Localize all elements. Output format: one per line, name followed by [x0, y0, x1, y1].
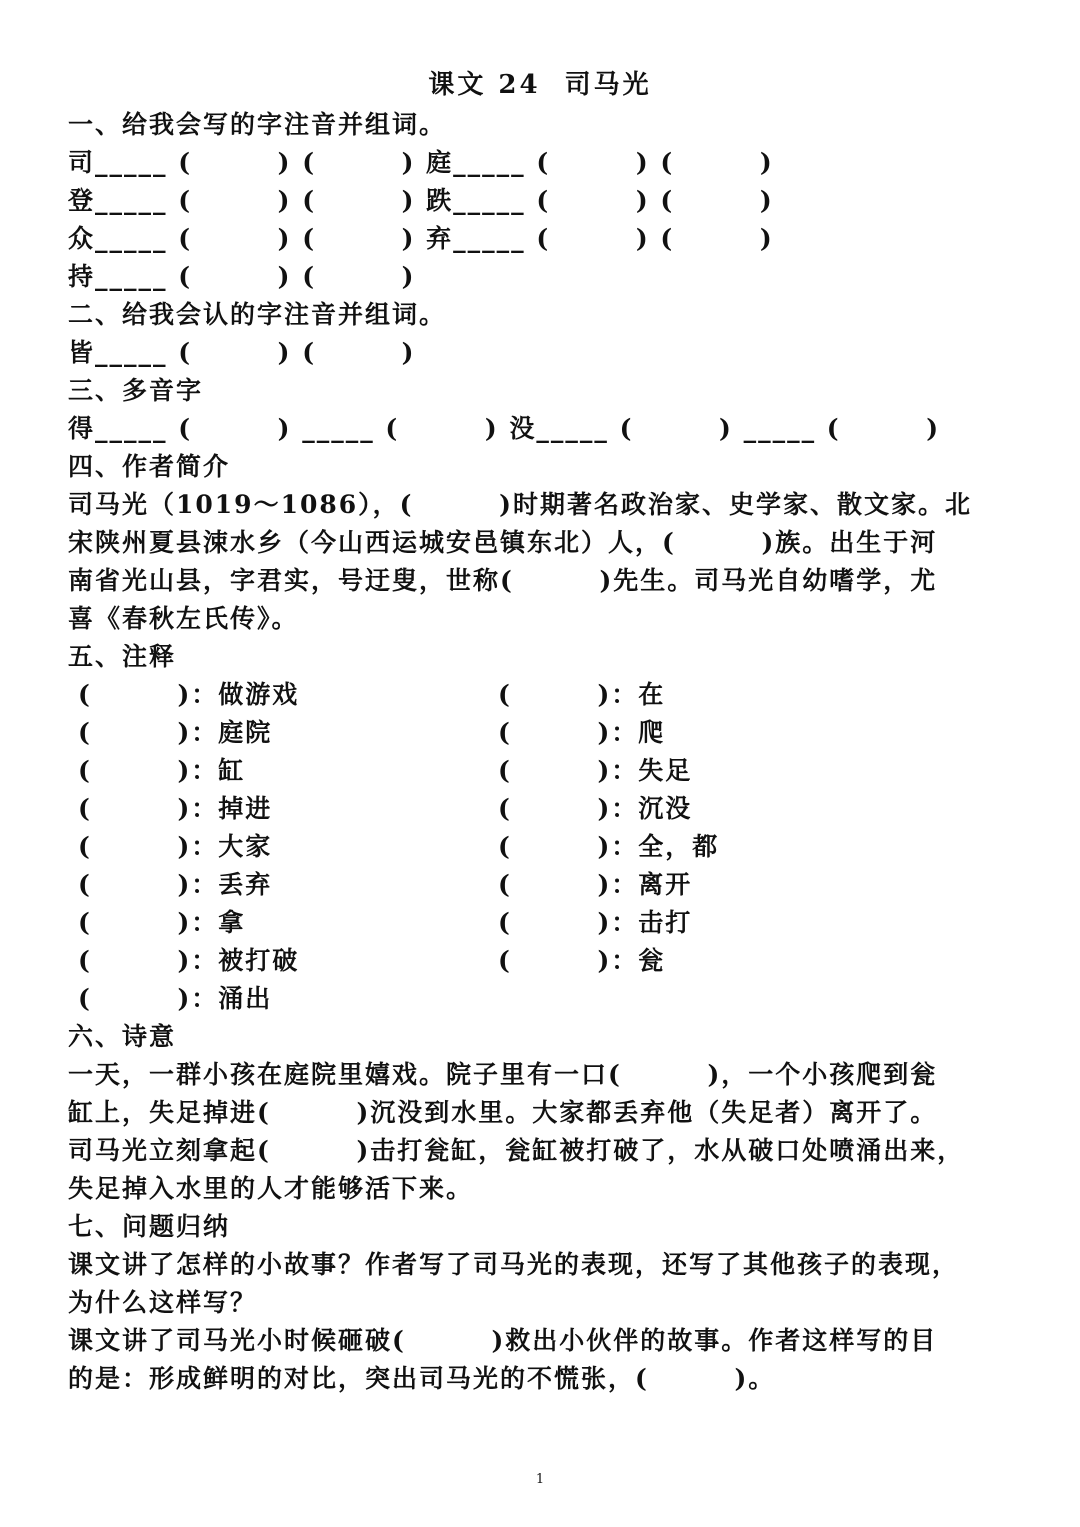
section2-heading: 二、给我会认的字注音并组词。: [68, 300, 447, 329]
page-title: 课文 24 司马光: [428, 70, 652, 100]
annotation-right-item: ( )：沉没: [498, 794, 693, 823]
annotation-left-item: ( )：涌出: [78, 984, 273, 1013]
annotation-right-item: ( )：爬: [498, 718, 666, 747]
annotation-right-item: ( )：瓮: [498, 946, 666, 975]
annotation-left-item: ( )：掉进: [78, 794, 273, 823]
section7-line: 课文讲了怎样的小故事？作者写了司马光的表现，还写了其他孩子的表现，: [68, 1250, 960, 1279]
section1-row: 司_____ ( ) ( ) 庭_____ ( ) ( ): [68, 148, 774, 177]
section3-heading: 三、多音字: [68, 376, 204, 405]
section1-row: 登_____ ( ) ( ) 跌_____ ( ) ( ): [68, 186, 774, 215]
annotation-left-item: ( )：庭院: [78, 718, 273, 747]
annotation-left-item: ( )：做游戏: [78, 680, 300, 709]
section7-heading: 七、问题归纳: [68, 1212, 231, 1241]
section4-line: 宋陕州夏县涑水乡（今山西运城安邑镇东北）人，( )族。出生于河: [68, 528, 938, 557]
annotation-left-item: ( )：拿: [78, 908, 246, 937]
section1-heading: 一、给我会写的字注音并组词。: [68, 110, 447, 139]
section6-line: 失足掉入水里的人才能够活下来。: [68, 1174, 474, 1203]
section4-heading: 四、作者简介: [68, 452, 231, 481]
section4-line: 喜《春秋左氏传》。: [68, 604, 299, 633]
section1-row: 众_____ ( ) ( ) 弃_____ ( ) ( ): [68, 224, 774, 253]
section6-heading: 六、诗意: [68, 1022, 177, 1051]
section4-line: 司马光（1019～1086），( )时期著名政治家、史学家、散文家。北: [68, 490, 972, 519]
section6-line: 缸上，失足掉进( )沉没到水里。大家都丢弃他（失足者）离开了。: [68, 1098, 938, 1127]
annotation-right-item: ( )：失足: [498, 756, 693, 785]
section2-row: 皆_____ ( ) ( ): [68, 338, 416, 367]
section5-heading: 五、注释: [68, 642, 177, 671]
annotation-right-item: ( )：全，都: [498, 832, 720, 861]
annotation-right-item: ( )：击打: [498, 908, 693, 937]
section4-line: 南省光山县，字君实，号迂叟，世称( )先生。司马光自幼嗜学，尤: [68, 566, 938, 595]
section6-line: 司马光立刻拿起( )击打瓮缸，瓮缸被打破了，水从破口处喷涌出来，: [68, 1136, 965, 1165]
annotation-left-item: ( )：大家: [78, 832, 273, 861]
annotation-right-item: ( )：离开: [498, 870, 693, 899]
section7-line: 为什么这样写？: [68, 1288, 258, 1317]
annotation-right-item: ( )：在: [498, 680, 666, 709]
annotation-left-item: ( )：丢弃: [78, 870, 273, 899]
section7-line: 的是：形成鲜明的对比，突出司马光的不慌张，( )。: [68, 1364, 776, 1393]
section1-row: 持_____ ( ) ( ): [68, 262, 416, 291]
page-number: 1: [535, 1472, 545, 1487]
section3-row: 得_____ ( ) _____ ( ) 没_____ ( ) _____ ( ): [68, 414, 941, 443]
annotation-left-item: ( )：被打破: [78, 946, 300, 975]
section7-line: 课文讲了司马光小时候砸破( )救出小伙伴的故事。作者这样写的目: [68, 1326, 938, 1355]
section6-line: 一天，一群小孩在庭院里嬉戏。院子里有一口( )，一个小孩爬到瓮: [68, 1060, 938, 1089]
annotation-left-item: ( )：缸: [78, 756, 246, 785]
